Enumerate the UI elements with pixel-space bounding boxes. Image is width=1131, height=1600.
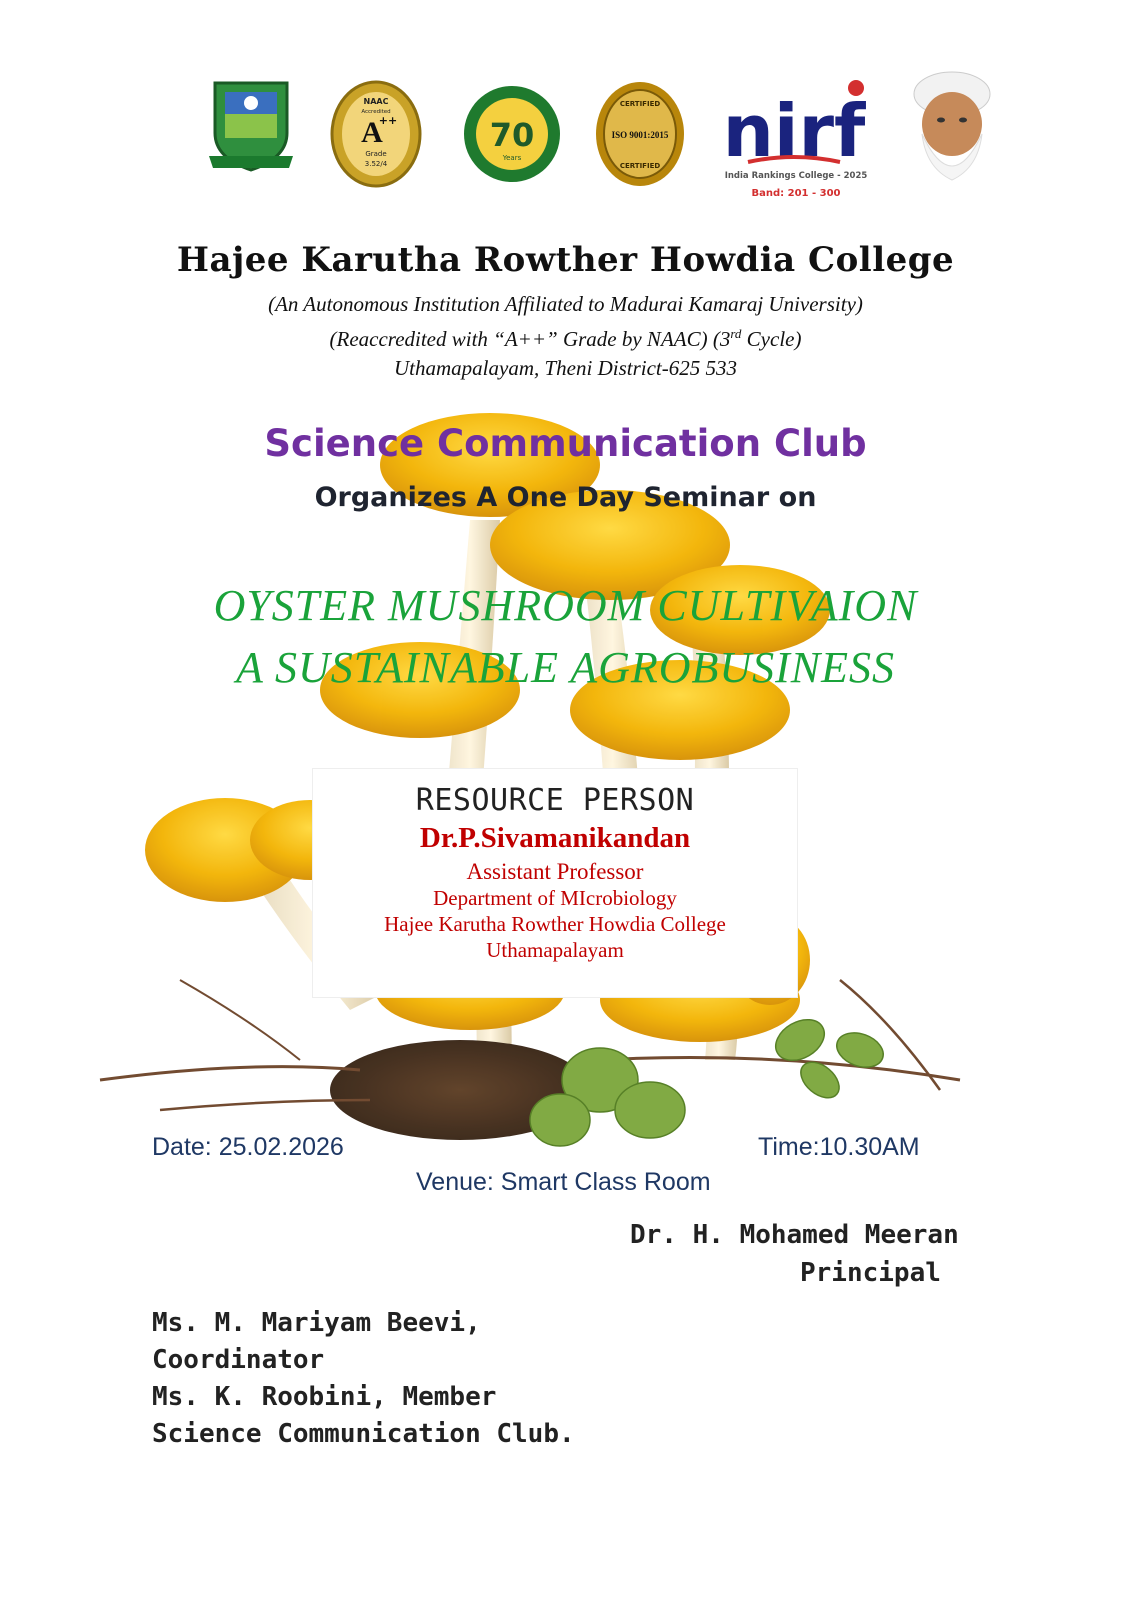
nirf-ranking-label: India Rankings College - 2025 bbox=[724, 171, 868, 181]
resource-person-box bbox=[312, 768, 798, 998]
event-date: Date: 25.02.2026 bbox=[152, 1133, 344, 1161]
naac-grade-label: Grade bbox=[365, 150, 387, 158]
naac-grade-plus: ++ bbox=[378, 114, 398, 127]
seminar-title-line2: A SUSTAINABLE AGROBUSINESS bbox=[235, 643, 896, 692]
member-name: Ms. K. Roobini, Member bbox=[152, 1382, 497, 1412]
seminar-title-line1: OYSTER MUSHROOM CULTIVAION bbox=[213, 581, 918, 630]
affiliation-line: (An Autonomous Institution Affiliated to Madurai Kamaraj University) bbox=[268, 292, 863, 316]
accreditation-cycle: Cycle) bbox=[741, 327, 802, 351]
club-title: Science Communication Club bbox=[264, 422, 867, 465]
nirf-band: Band: 201 - 300 bbox=[751, 188, 841, 199]
naac-grade: A bbox=[361, 116, 383, 149]
coordinator-name: Ms. M. Mariyam Beevi, bbox=[152, 1308, 481, 1338]
event-venue: Venue: Smart Class Room bbox=[416, 1168, 711, 1196]
principal-name: Dr. H. Mohamed Meeran bbox=[630, 1220, 959, 1250]
seventy-years-logo bbox=[462, 84, 562, 184]
accreditation-text: (Reaccredited with “A++” Grade by NAAC) (3 bbox=[329, 327, 731, 351]
nirf-brand: nirf bbox=[722, 89, 866, 173]
naac-label: NAAC bbox=[363, 97, 389, 106]
resource-person-college: Hajee Karutha Rowther Howdia College bbox=[384, 912, 726, 936]
founder-portrait bbox=[900, 68, 1004, 192]
iso-bottom-label: CERTIFIED bbox=[619, 162, 661, 170]
naac-badge-logo bbox=[330, 80, 422, 188]
resource-person-heading: RESOURCE PERSON bbox=[415, 783, 695, 818]
college-crest-logo bbox=[205, 78, 297, 178]
seventy-number: 70 bbox=[489, 116, 535, 154]
event-time: Time:10.30AM bbox=[758, 1133, 920, 1161]
accreditation-line bbox=[0, 326, 1131, 352]
nirf-logo bbox=[708, 78, 888, 202]
iso-top-label: CERTIFIED bbox=[619, 100, 661, 108]
organizes-line: Organizes A One Day Seminar on bbox=[314, 482, 817, 513]
club-signature: Science Communication Club. bbox=[152, 1419, 575, 1449]
principal-role: Principal bbox=[800, 1258, 941, 1288]
iso-standard: ISO 9001:2015 bbox=[611, 130, 669, 140]
college-name: Hajee Karutha Rowther Howdia College bbox=[176, 240, 955, 280]
resource-person-place: Uthamapalayam bbox=[486, 938, 624, 962]
seventy-caption: Years bbox=[502, 154, 522, 162]
naac-accredited-label: Accredited bbox=[361, 109, 391, 115]
resource-person-name: Dr.P.Sivamanikandan bbox=[419, 822, 691, 854]
accreditation-superscript: rd bbox=[730, 326, 742, 341]
coordinator-role: Coordinator bbox=[152, 1345, 325, 1375]
naac-score: 3.52/4 bbox=[364, 160, 388, 168]
resource-person-department: Department of MIcrobiology bbox=[433, 886, 677, 910]
iso-certified-logo bbox=[594, 80, 686, 188]
address-line: Uthamapalayam, Theni District-625 533 bbox=[394, 356, 737, 380]
resource-person-designation: Assistant Professor bbox=[466, 859, 644, 884]
